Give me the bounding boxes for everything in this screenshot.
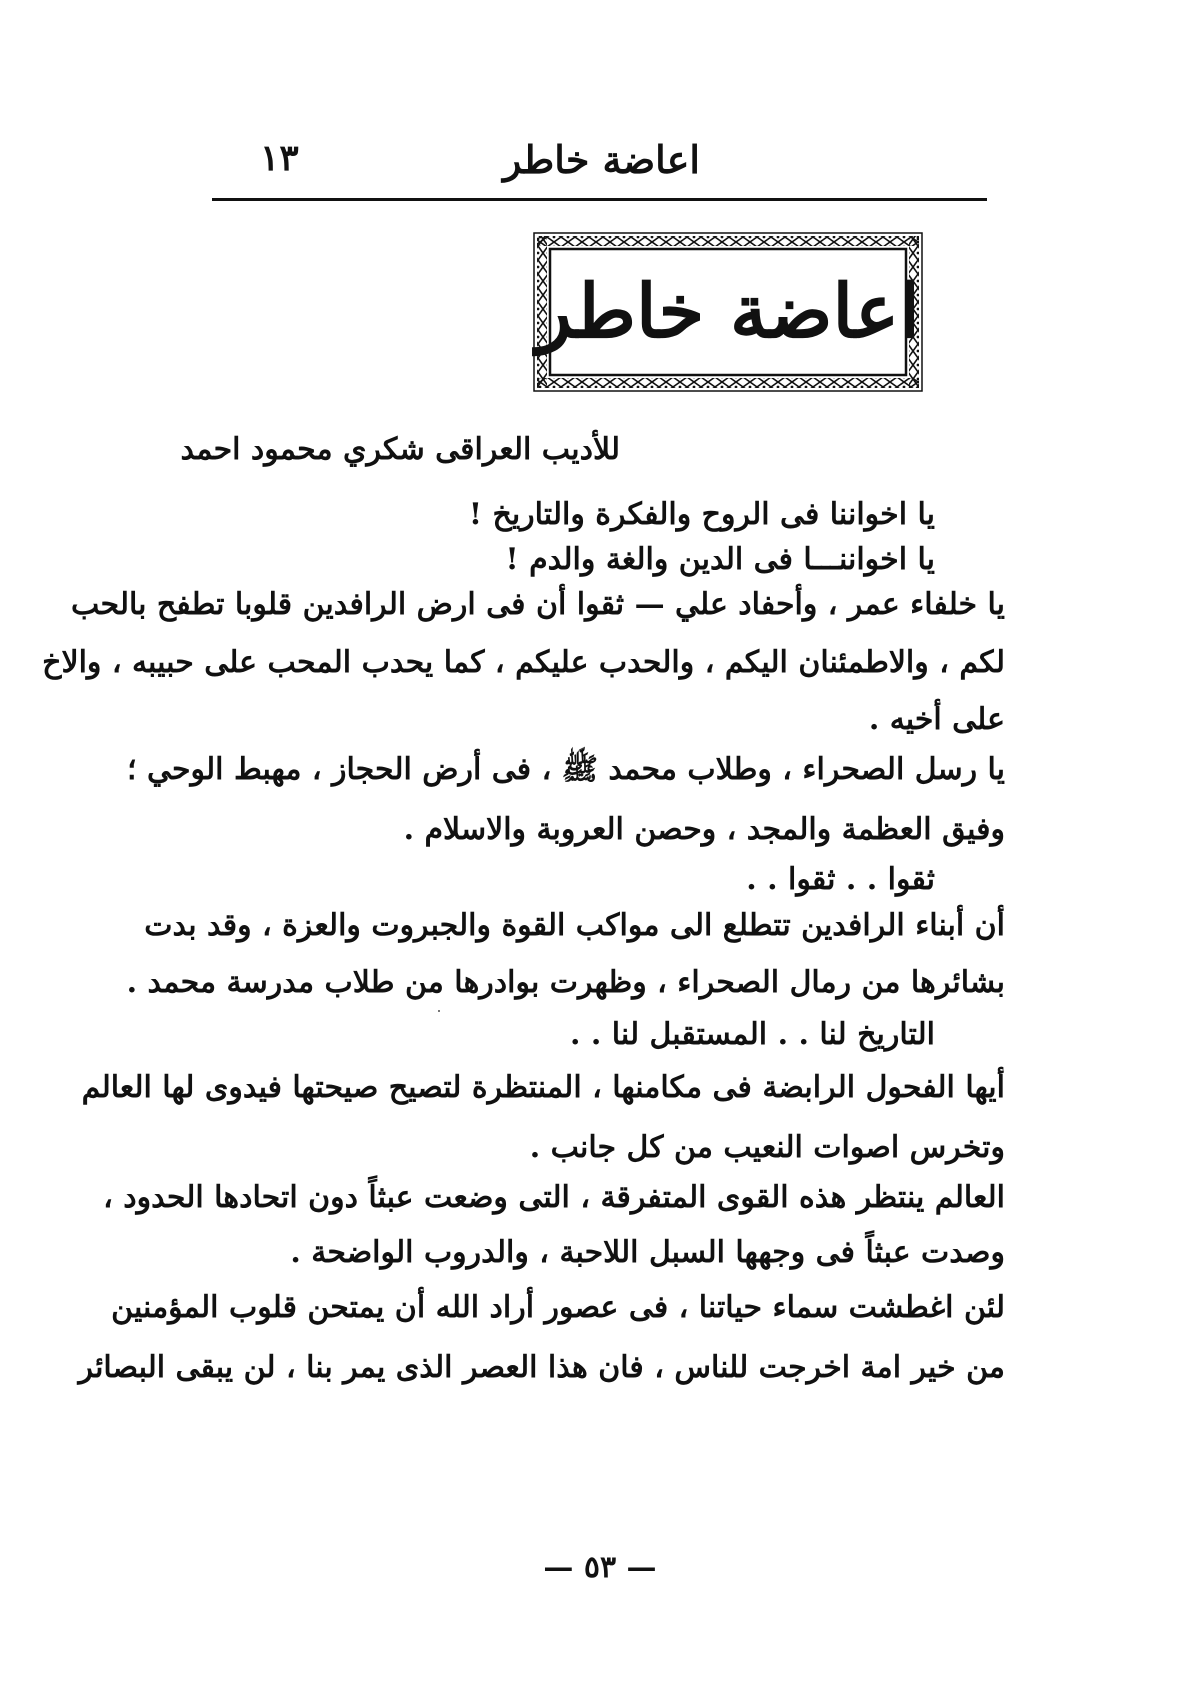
body-line: أن أبناء الرافدين تتطلع الى مواكب القوة والجبروت والعزة ، وقد بدت [144,908,1005,943]
body-line: لكم ، والاطمئنان اليكم ، والحدب عليكم ، كما يحدب المحب على حبيبه ، والاخ [42,645,1005,680]
body-line: التاريخ لنا . . المستقبل لنا . . [569,1017,935,1052]
running-header [205,135,990,190]
running-header-page-number: ١٣ [260,137,299,179]
scan-speck [438,1010,440,1012]
body-line: وفيق العظمة والمجد ، وحصن العروبة والاسلام . [403,812,1005,847]
body-line: وصدت عبثاً فى وجهها السبل اللاحبة ، والدروب الواضحة . [290,1235,1005,1270]
body-line: على أخيه . [868,702,1005,737]
chapter-title: اعاضة خاطر [536,269,920,355]
body-line: العالم ينتظر هذه القوى المتفرقة ، التى وضعت عبثاً دون اتحادها الحدود ، [103,1180,1005,1215]
running-header-title: اعاضة خاطر [503,137,700,182]
body-line: يا رسل الصحراء ، وطلاب محمد ﷺ ، فى أرض الحجاز ، مهبط الوحي ؛ [127,752,1005,787]
body-line: ثقوا . . ثقوا . . [746,862,935,897]
body-line: يا اخواننا فى الروح والفكرة والتاريخ ! [468,497,935,532]
body-line: أيها الفحول الرابضة فى مكامنها ، المنتظرة لتصيح صيحتها فيدوى لها العالم [81,1070,1005,1105]
body-line: يا اخواننـــا فى الدين والغة والدم ! [505,542,935,577]
body-line: من خير امة اخرجت للناس ، فان هذا العصر الذى يمر بنا ، لن يبقى البصائر [78,1350,1005,1385]
body-line: وتخرس اصوات النعيب من كل جانب . [529,1130,1005,1165]
header-rule [212,198,987,201]
author-byline: للأديب العراقى شكري محمود احمد [180,432,620,467]
body-line: لئن اغطشت سماء حياتنا ، فى عصور أراد الله أن يمتحن قلوب المؤمنين [111,1290,1005,1325]
folio-page-number: — ٥٣ — [543,1550,657,1585]
title-frame [533,232,923,392]
body-line: بشائرها من رمال الصحراء ، وظهرت بوادرها من طلاب مدرسة محمد . [126,965,1005,1000]
body-line: يا خلفاء عمر ، وأحفاد علي — ثقوا أن فى ارض الرافدين قلوبا تطفح بالحب [71,587,1005,622]
